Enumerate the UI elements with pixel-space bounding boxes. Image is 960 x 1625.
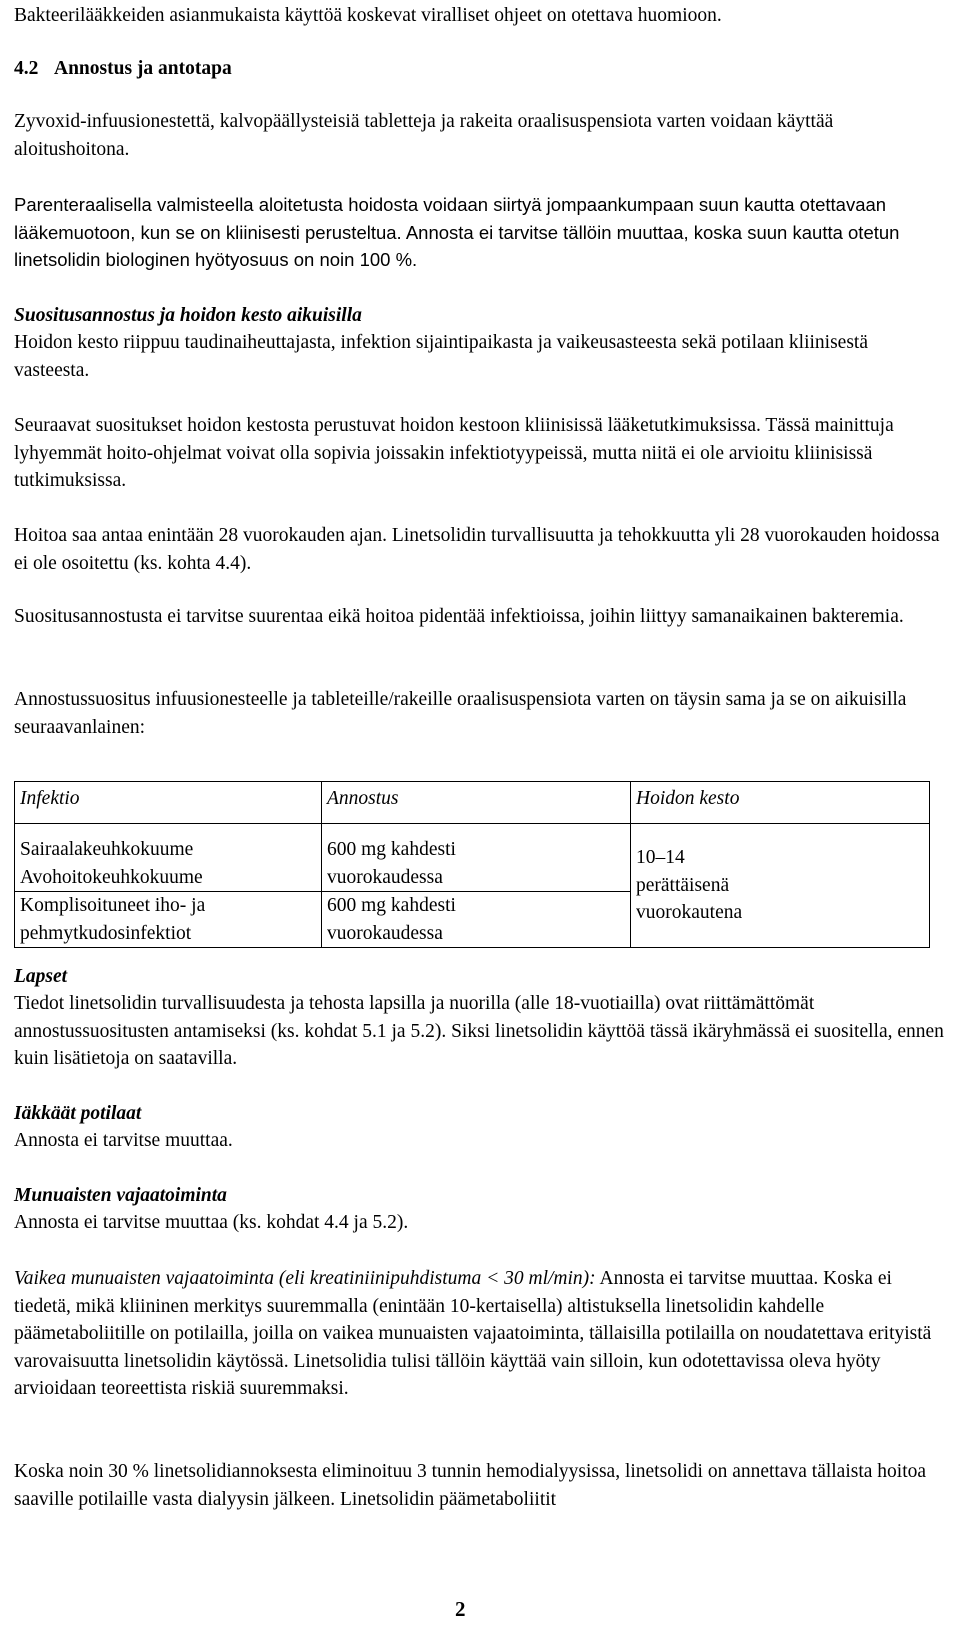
table-header-row [15,782,930,824]
severe-renal-text: Annosta ei tarvitse muuttaa. Koska ei tiedetä, mikä kliininen merkitys suuremmalla (enintään 10-kertaisella) altistuksella linetsolidin kahdelle päämetaboliitille on potilailla, joilla on vaikea munuaisten vajaatoiminta, tällaisilla potilailla on noudatettava erityistä varovaisuutta linetsolidin käytössä. Linetsolidia tulisi tällöin käyttää vain silloin, kun odotettavissa oleva hyöty arvioidaan teoreettista riskiä suuremmaksi. [14,1268,932,1399]
intro-paragraph: Bakteerilääkkeiden asianmukaista käyttöä koskevat viralliset ohjeet on otettava huomioon. [14,5,722,26]
adults-text: Hoidon kesto riippuu taudinaiheuttajasta, infektion sijaintipaikasta ja vaikeusasteesta sekä potilaan kliinisestä vasteesta. [14,332,868,381]
renal-text: Annosta ei tarvitse muuttaa (ks. kohdat 4.4 ja 5.2). [14,1212,409,1233]
paragraph-switch-oral [14,191,944,274]
switch-text-b: Annosta ei tarvitse tällöin muuttaa, koska suun kautta otetun linetsolidin biologinen hyötyosuus on noin 100 %. [14,221,900,270]
children-text: Tiedot linetsolidin turvallisuudesta ja tehosta lapsilla ja nuorilla (alle 18-vuotiailla) ovat riittämättömät annostussuositusten antamiseksi (ks. kohdat 5.1 ja 5.2). Siksi linetsolidin käyttöä tässä ikäryhmässä ei suositella, ennen kuin lisätietoja on saatavilla. [14,993,944,1069]
elderly-text: Annosta ei tarvitse muuttaa. [14,1130,233,1151]
table-cell-dose [322,824,631,892]
paragraph-initial-therapy: Zyvoxid-infuusionestettä, kalvopäällysteisiä tabletteja ja rakeita oraalisuspensiota varten voidaan käyttää aloitushoitona. [14,111,834,160]
switch-text-a: Parenteraalisella valmisteella aloitetusta hoidosta voidaan siirtyä jompaankumpaan suun kautta otettavaan lääkemuotoon, kun se on kliinisesti perusteltua. [14,194,887,243]
dose-2: vuorokaudessa [327,866,443,888]
table-row [15,824,930,892]
adults-heading: Suositusannostus ja hoidon kesto aikuisilla [14,305,362,326]
header-infection: Infektio [15,782,322,824]
header-dose: Annostus [322,782,631,824]
paragraph-hemodialysis: Koska noin 30 % linetsolidiannoksesta eliminoituu 3 tunnin hemodialyysissa, linetsolidi on annettava tällaista hoitoa saaville potilaille vasta dialyysin jälkeen. Linetsolidin päämetaboliitit [14,1461,927,1510]
section-heading [14,55,944,83]
table-cell-dose: 600 mg kahdesti vuorokaudessa [322,892,631,948]
elderly-heading: Iäkkäät potilaat [14,1103,142,1124]
children-heading: Lapset [14,966,68,987]
header-duration: Hoidon kesto [631,782,930,824]
infection-2: Avohoitokeuhkokuume [20,866,203,888]
table-cell-infection: Komplisoituneet iho- ja pehmytkudosinfektiot [15,892,322,948]
renal-heading: Munuaisten vajaatoiminta [14,1185,227,1206]
table-cell-infection [15,824,322,892]
severe-renal-paragraph [14,1265,944,1403]
infection-1: Sairaalakeuhkokuume [20,839,194,860]
section-number: 4.2 [14,58,39,79]
paragraph-max-duration: Hoitoa saa antaa enintään 28 vuorokauden ajan. Linetsolidin turvallisuutta ja tehokkuutta yli 28 vuorokauden hoidossa ei ole osoitettu (ks. kohta 4.4). [14,525,940,574]
dose-1: 600 mg kahdesti [327,839,456,860]
paragraph-bacteremia: Suositusannostusta ei tarvitse suurentaa eikä hoitoa pidentää infektioissa, joihin liittyy samanaikainen bakteremia. [14,606,904,627]
dosing-table [14,781,930,948]
severe-renal-lead: Vaikea munuaisten vajaatoiminta (eli kreatiniinipuhdistuma < 30 ml/min): [14,1268,596,1289]
section-title: Annostus ja antotapa [54,58,232,79]
page-number: 2 [455,1597,466,1621]
paragraph-dosing-intro: Annostussuositus infuusionesteelle ja tableteille/rakeille oraalisuspensiota varten on täysin sama ja se on aikuisilla seuraavanlainen: [14,689,907,738]
paragraph-duration-basis: Seuraavat suositukset hoidon kestosta perustuvat hoidon kestoon kliinisissä lääketutkimuksissa. Tässä mainittuja lyhyemmät hoito-ohjelmat voivat olla sopivia joissakin infektiotyypeissä, mutta niitä ei ole arvioitu kliinisissä tutkimuksissa. [14,415,894,491]
table-cell-duration: 10–14 perättäisenä vuorokautena [631,824,930,948]
